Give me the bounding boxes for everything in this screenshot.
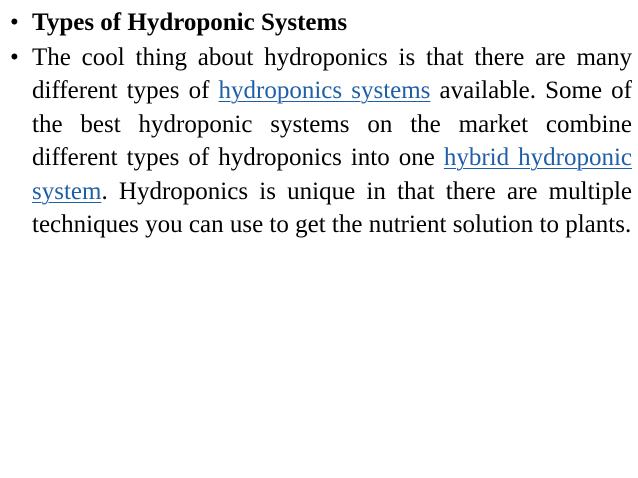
bullet-marker: • bbox=[10, 9, 19, 36]
bullet-list bbox=[10, 6, 632, 242]
bullet-marker: • bbox=[10, 43, 19, 71]
bullet-paragraph bbox=[10, 41, 632, 242]
paragraph-text-3: . Hydroponics is unique in that there are multiple techniques you can use to get the nutrient solution to plants. bbox=[32, 177, 632, 238]
bullet-heading bbox=[10, 6, 632, 40]
paragraph-text-2: available. Some of the best hydroponic systems on the market combine different types of hydroponics into one bbox=[32, 77, 632, 171]
paragraph-text-1: The cool thing about hydroponics is that there are many different types of bbox=[32, 43, 632, 104]
slide-heading: Types of Hydroponic Systems bbox=[32, 9, 348, 36]
hybrid-hydroponic-system-link[interactable]: hybrid hydroponic system bbox=[32, 144, 632, 205]
hydroponics-systems-link[interactable]: hydroponics systems bbox=[218, 77, 431, 104]
